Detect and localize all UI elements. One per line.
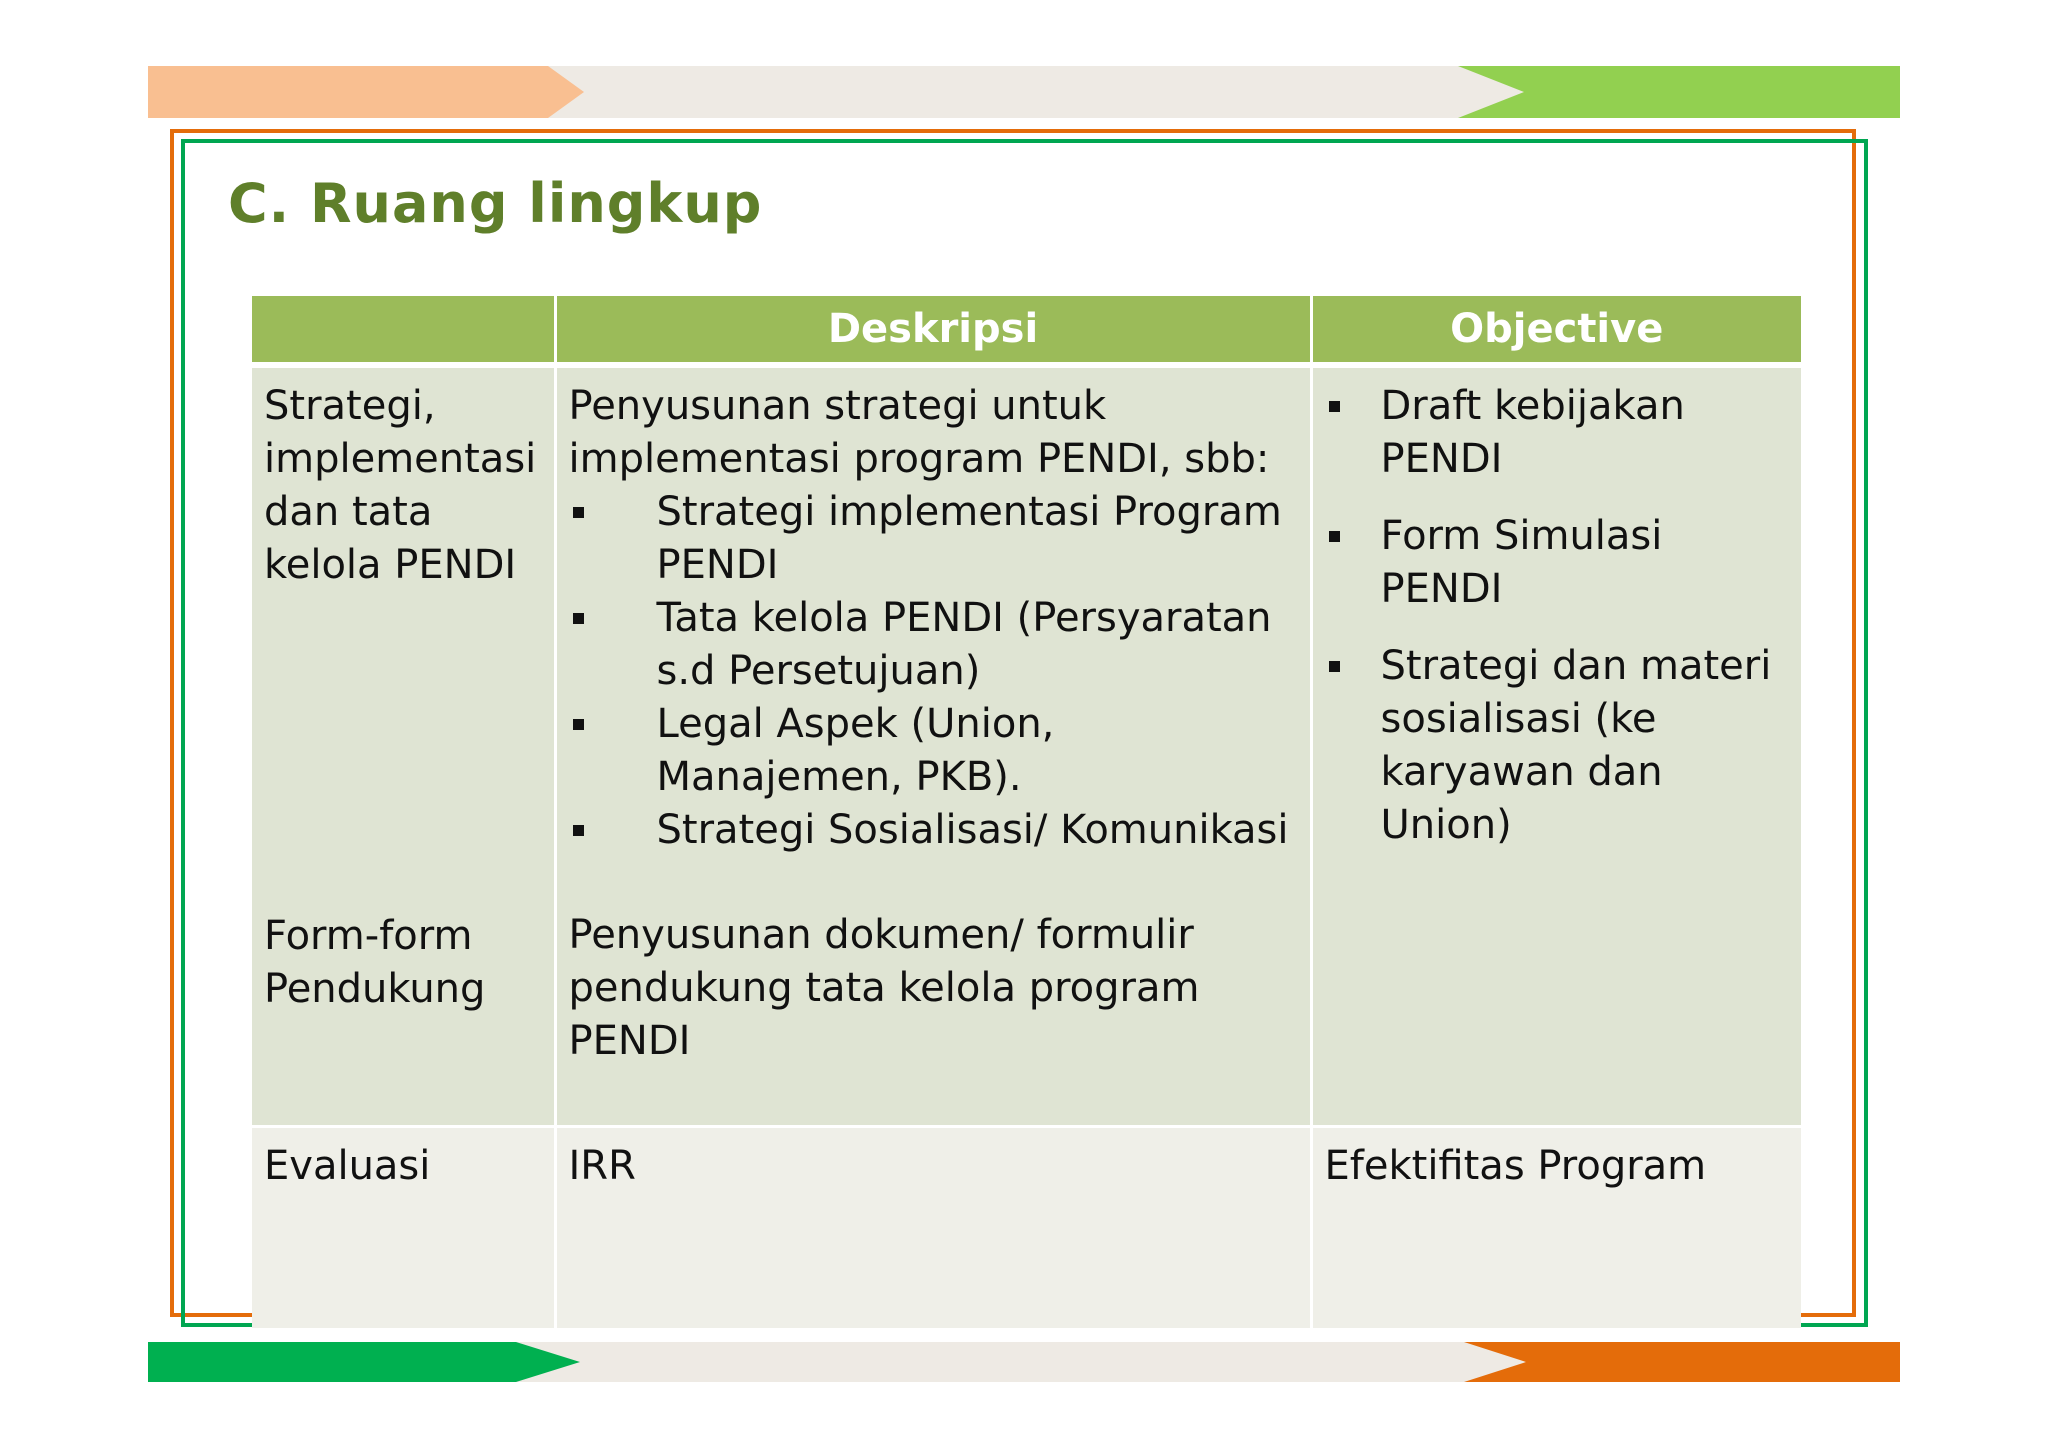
description-cell — [555, 365, 1311, 1127]
scope-table — [252, 296, 1801, 1328]
list-item: Strategi implementasi Program PENDI — [569, 486, 1298, 592]
scope-forms: Form-form Pendukung — [264, 913, 486, 1012]
table-header-row — [252, 296, 1801, 365]
bottom-decorative-band — [148, 1342, 1900, 1382]
objective-cell — [1311, 365, 1801, 1127]
list-item: Legal Aspek (Union, Manajemen, PKB). — [569, 698, 1298, 804]
scope-strategy: Strategi, implementasi dan tata kelola PENDI — [264, 383, 537, 588]
list-item: Strategi Sosialisasi/ Komunikasi — [569, 804, 1298, 857]
objective-evaluation: Efektifitas Program — [1311, 1127, 1801, 1329]
objective-list — [1325, 380, 1790, 852]
list-item: Form Simulasi PENDI — [1325, 510, 1790, 616]
bottom-band-green-arrow — [148, 1342, 580, 1382]
table-row — [252, 365, 1801, 1127]
list-item: Tata kelola PENDI (Persyaratan s.d Persetujuan) — [569, 592, 1298, 698]
header-empty — [252, 296, 555, 365]
top-band-green-segment — [1458, 66, 1900, 118]
list-item: Draft kebijakan PENDI — [1325, 380, 1790, 486]
slide-title: C. Ruang lingkup — [228, 172, 763, 235]
top-decorative-band — [148, 66, 1900, 118]
desc-strategy-intro: Penyusunan strategi untuk implementasi program PENDI, sbb: — [568, 383, 1270, 482]
scope-cell — [252, 365, 555, 1127]
bottom-band-orange-segment — [1464, 1342, 1900, 1382]
scope-evaluation: Evaluasi — [252, 1127, 555, 1329]
desc-evaluation: IRR — [555, 1127, 1311, 1329]
desc-forms: Penyusunan dokumen/ formulir pendukung tata kelola program PENDI — [568, 912, 1200, 1064]
list-item: Strategi dan materi sosialisasi (ke karyawan dan Union) — [1325, 640, 1790, 852]
table-row — [252, 1127, 1801, 1329]
top-band-orange-arrow — [148, 66, 584, 118]
header-deskripsi: Deskripsi — [555, 296, 1311, 365]
header-objective: Objective — [1311, 296, 1801, 365]
desc-strategy-list — [569, 486, 1298, 857]
